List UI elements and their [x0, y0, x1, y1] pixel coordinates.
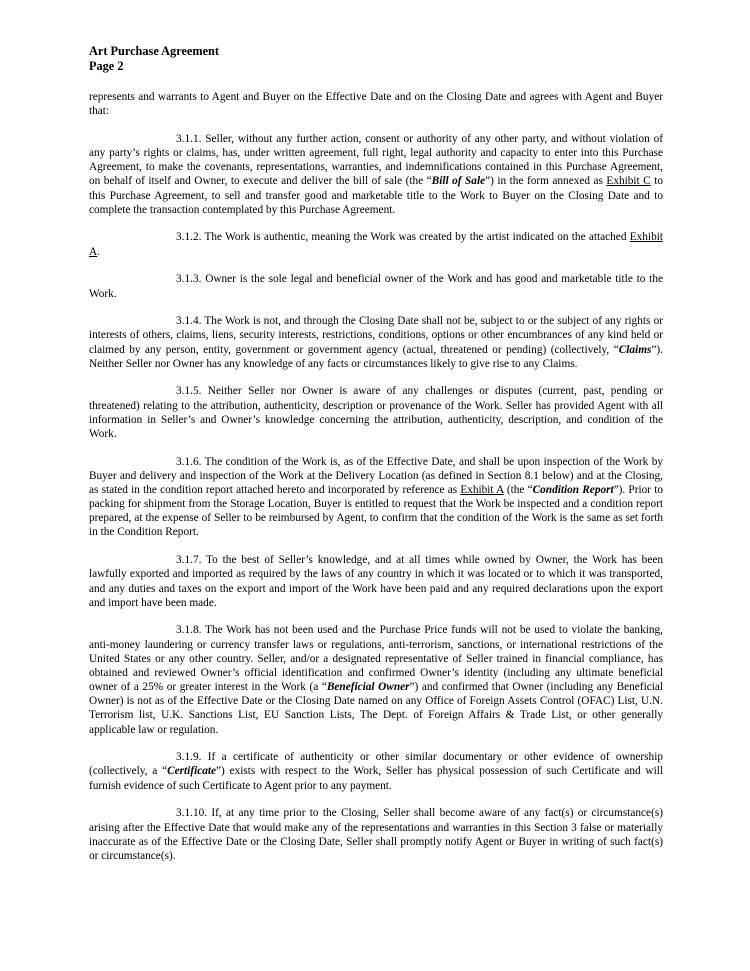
- section-3-1-3: 3.1.3. Owner is the sole legal and beneficial owner of the Work and has good and marketable title to the Work.: [89, 273, 663, 300]
- page-header: [89, 44, 219, 74]
- section-3-1-8: 3.1.8. The Work has not been used and the Purchase Price funds will not be used to violate the banking, anti-money laundering or currency transfer laws or regulations, anti-terrorism, sanctions, or international restrictions of the United States or any other country. Seller, and/or a designated representative of Seller trained in financial compliance, has obtained and reviewed Owner’s official identification and confirmed Owner’s identity (including any ultimate beneficial owner of a 25% or greater interest in the Work (a “Beneficial Owner”) and confirmed that Owner (including any Beneficial Owner) is not as of the Effective Date or the Closing Date named on any Office of Foreign Assets Control (OFAC) List, U.N. Terrorism list, U.K. Sanctions List, EU Sanction Lists, The Dept. of Foreign Affairs & Trade List, or other generally applicable law or regulation.: [89, 624, 664, 736]
- section-3-1-4: 3.1.4. The Work is not, and through the Closing Date shall not be, subject to or the subject of any rights or interests of others, claims, liens, security interests, restrictions, conditions, options or other encumbrances of any kind held or claimed by any person, entity, government or government agency (actual, threatened or pending) (collectively, “Claims”). Neither Seller nor Owner has any knowledge of any facts or circumstances likely to give rise to any Claims.: [89, 315, 663, 370]
- section-3-1-9: 3.1.9. If a certificate of authenticity or other similar documentary or other evidence of ownership (collectively, a “Certificate”) exists with respect to the Work, Seller has physical possession of such Certificate and will furnish evidence of such Certificate to Agent prior to any payment.: [89, 751, 664, 792]
- section-3-1-7: 3.1.7. To the best of Seller’s knowledge, and at all times while owned by Owner, the Work has been lawfully exported and imported as required by the laws of any country in which it was located or to which it was transported, and any duties and taxes on the export and import of the Work have been paid and any required declarations upon the export and import have been made.: [89, 554, 663, 609]
- section-3-1-6: 3.1.6. The condition of the Work is, as of the Effective Date, and shall be upon inspection of the Work by Buyer and delivery and inspection of the Work at the Delivery Location (as defined in Section 8.1 below) and at the Closing, as stated in the condition report attached hereto and incorporated by reference as Exhibit A (the “Condition Report”). Prior to packing for shipment from the Storage Location, Buyer is entitled to request that the Work be inspected and a condition report prepared, at the expense of Seller to be reimbursed by Agent, to confirm that the condition of the Work is the same as set forth in the Condition Report.: [89, 455, 663, 539]
- defined-term: Beneficial Owner: [326, 681, 410, 694]
- section-3-1-2: 3.1.2. The Work is authentic, meaning the Work was created by the artist indicated on the attached Exhibit A.: [89, 231, 663, 258]
- exhibit-reference: Exhibit A: [460, 484, 504, 496]
- defined-term: Certificate: [167, 765, 217, 778]
- document-title: Art Purchase Agreement: [89, 44, 219, 58]
- exhibit-reference: Exhibit C: [606, 175, 651, 188]
- defined-term: Claims: [618, 343, 652, 356]
- exhibit-reference: Exhibit A: [89, 231, 663, 258]
- section-3-1-1: 3.1.1. Seller, without any further action, consent or authority of any other party, and without violation of any party’s rights or claims, has, under written agreement, full right, legal authority and capacity to enter into this Purchase Agreement, to make the covenants, representations, warranties, and indemnifications contained in this Purchase Agreement, on behalf of itself and Owner, to execute and deliver the bill of sale (the “Bill of Sale”) in the form annexed as Exhibit C to this Purchase Agreement, to sell and transfer good and marketable title to the Work to Buyer on the Closing Date and to complete the transaction contemplated by this Purchase Agreement.: [89, 132, 663, 216]
- page-number: Page 2: [89, 59, 124, 73]
- section-3-1-5: 3.1.5. Neither Seller nor Owner is aware of any challenges or disputes (current, past, pending or threatened) relating to the attribution, authenticity, description or provenance of the Work. Seller has provided Agent with all information in Seller’s and Owner’s knowledge concerning the attribution, authenticity, description, and condition of the Work.: [89, 385, 663, 440]
- defined-term: Bill of Sale: [431, 175, 486, 188]
- section-3-1-10: 3.1.10. If, at any time prior to the Closing, Seller shall become aware of any fact(s) or circumstance(s) arising after the Effective Date that would make any of the representations and warranties in this Section 3 false or materially inaccurate as of the Effective Date or the Closing Date, Seller shall promptly notify Agent or Buyer in writing of such fact(s) or circumstance(s).: [89, 807, 663, 862]
- defined-term: Condition Report: [532, 484, 614, 496]
- document-body: [89, 90, 663, 877]
- intro-paragraph: represents and warrants to Agent and Buyer on the Effective Date and on the Closing Date and agrees with Agent and Buyer that:: [89, 91, 663, 118]
